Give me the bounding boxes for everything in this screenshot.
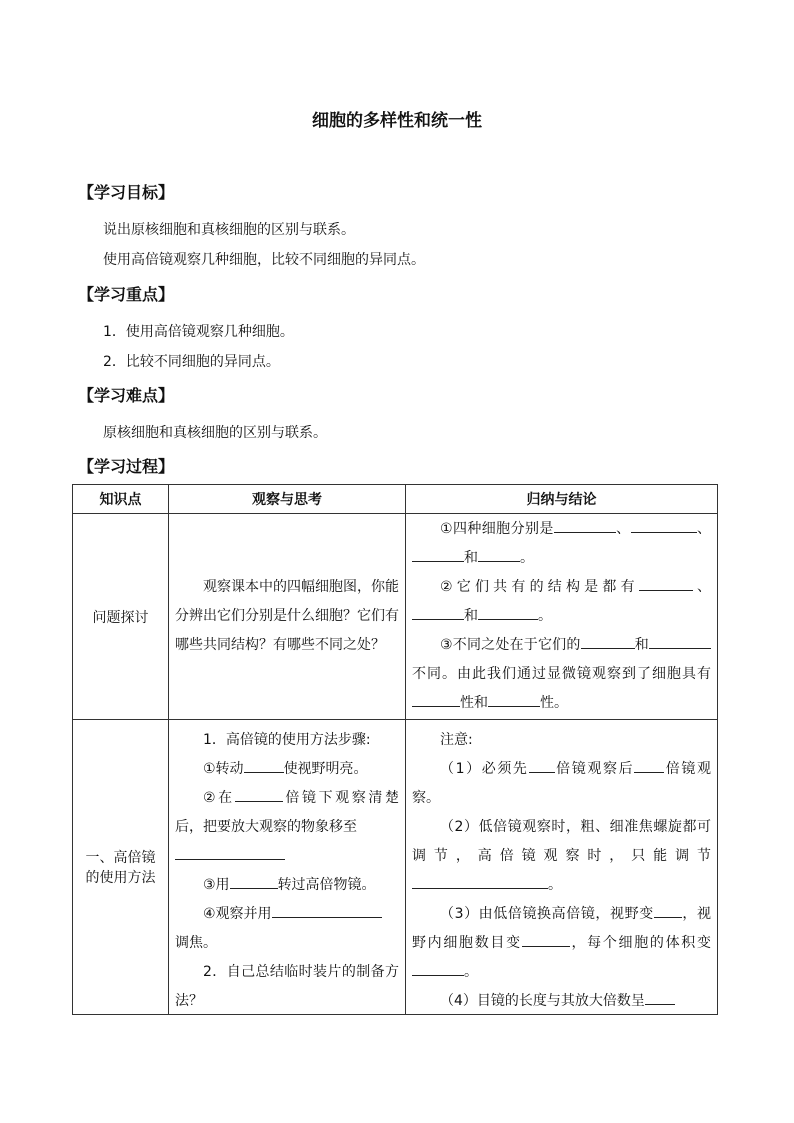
text: 。 bbox=[538, 608, 552, 624]
learning-process-table bbox=[72, 484, 718, 1015]
fill-blank[interactable] bbox=[522, 930, 570, 947]
fill-blank[interactable] bbox=[230, 872, 278, 889]
observe-cell bbox=[169, 514, 406, 720]
text: 倍镜下观察清楚后，把要放大观察的物象移至 bbox=[175, 790, 399, 835]
text: ①转动 bbox=[203, 761, 244, 777]
text: 。 bbox=[548, 877, 562, 893]
text: 性。 bbox=[540, 695, 568, 711]
table-row bbox=[73, 514, 718, 720]
text: ①四种细胞分别是 bbox=[440, 521, 554, 537]
text: 、 bbox=[615, 521, 631, 537]
text: （4）目镜的长度与其放大倍数呈 bbox=[440, 993, 645, 1009]
text: ③不同之处在于它们的 bbox=[440, 637, 581, 653]
fill-blank[interactable] bbox=[529, 756, 555, 773]
text: ，视野内细胞数目变 bbox=[412, 906, 711, 951]
text: 和 bbox=[464, 550, 478, 566]
fill-blank[interactable] bbox=[412, 959, 464, 976]
text: （2）低倍镜观察时，粗、细准焦螺旋都可调节，高倍镜观察时，只能调节 bbox=[412, 819, 711, 864]
text: ④观察并用 bbox=[203, 906, 272, 922]
text: 转过高倍物镜。 bbox=[277, 877, 376, 893]
observe-text: 观察课本中的四幅细胞图，你能分辨出它们分别是什么细胞？它们有哪些共同结构？有哪些不同之处？ bbox=[175, 579, 399, 653]
fill-blank[interactable] bbox=[235, 785, 283, 802]
fill-blank[interactable] bbox=[631, 516, 697, 533]
fill-blank[interactable] bbox=[478, 603, 538, 620]
fill-blank[interactable] bbox=[581, 632, 635, 649]
fill-blank[interactable] bbox=[654, 901, 682, 918]
fill-blank[interactable] bbox=[412, 603, 464, 620]
fill-blank[interactable] bbox=[488, 690, 540, 707]
text: 、 bbox=[696, 521, 711, 537]
conclusion-cell bbox=[406, 720, 718, 1015]
fill-blank[interactable] bbox=[478, 545, 520, 562]
fill-blank[interactable] bbox=[645, 988, 675, 1005]
fill-blank[interactable] bbox=[412, 690, 460, 707]
section-heading-goals: 【学习目标】 bbox=[78, 183, 175, 202]
page-title: 细胞的多样性和统一性 bbox=[312, 111, 482, 131]
text: ②它们共有的结构是都有 bbox=[440, 579, 639, 595]
key-point-item: 2．比较不同细胞的异同点。 bbox=[103, 354, 280, 370]
section-heading-key-points: 【学习重点】 bbox=[78, 285, 175, 304]
table-row bbox=[73, 720, 718, 1015]
conclusion-cell bbox=[406, 514, 718, 720]
text: （1）必须先 bbox=[440, 761, 529, 777]
conclusion-text bbox=[406, 515, 717, 718]
topic-cell: 一、高倍镜的使用方法 bbox=[73, 720, 169, 1015]
step-text: 1．高倍镜的使用方法步骤: bbox=[203, 732, 371, 748]
step-text: 2．自己总结临时装片的制备方法？ bbox=[175, 964, 399, 1009]
fill-blank[interactable] bbox=[634, 756, 664, 773]
text: 。 bbox=[464, 964, 478, 980]
table-header-conclusion: 归纳与结论 bbox=[406, 485, 718, 514]
text: ②在 bbox=[203, 790, 235, 806]
goal-item: 使用高倍镜观察几种细胞，比较不同细胞的异同点。 bbox=[103, 252, 425, 268]
text: ，每个细胞的体积变 bbox=[569, 935, 711, 951]
text: 倍镜观察后 bbox=[554, 761, 635, 777]
fill-blank[interactable] bbox=[639, 574, 693, 591]
fill-blank[interactable] bbox=[175, 843, 285, 860]
text: （3）由低倍镜换高倍镜，视野变 bbox=[440, 906, 654, 922]
topic-cell: 问题探讨 bbox=[73, 514, 169, 720]
fill-blank[interactable] bbox=[649, 632, 711, 649]
text: 。 bbox=[520, 550, 534, 566]
text: ③用 bbox=[203, 877, 230, 893]
text: 、 bbox=[692, 579, 711, 595]
fill-blank[interactable] bbox=[412, 872, 548, 889]
fill-blank[interactable] bbox=[554, 516, 616, 533]
fill-blank[interactable] bbox=[244, 756, 284, 773]
table-header-observe: 观察与思考 bbox=[169, 485, 406, 514]
text: 和 bbox=[464, 608, 478, 624]
difficulty-item: 原核细胞和真核细胞的区别与联系。 bbox=[103, 425, 327, 441]
goal-item: 说出原核细胞和真核细胞的区别与联系。 bbox=[103, 222, 355, 238]
section-heading-difficulties: 【学习难点】 bbox=[78, 386, 175, 405]
fill-blank[interactable] bbox=[272, 901, 382, 918]
text: 使视野明亮。 bbox=[283, 761, 368, 777]
observe-cell bbox=[169, 720, 406, 1015]
fill-blank[interactable] bbox=[412, 545, 464, 562]
text: 倍镜观察。 bbox=[412, 761, 712, 806]
text: 不同。由此我们通过显微镜观察到了细胞具有 bbox=[412, 666, 711, 682]
text: 性和 bbox=[460, 695, 488, 711]
note-title: 注意: bbox=[440, 732, 473, 748]
section-heading-process: 【学习过程】 bbox=[78, 457, 175, 476]
table-header-topic: 知识点 bbox=[73, 485, 169, 514]
text: 和 bbox=[634, 637, 649, 653]
text: 调焦。 bbox=[175, 935, 217, 951]
key-point-item: 1．使用高倍镜观察几种细胞。 bbox=[103, 324, 294, 340]
